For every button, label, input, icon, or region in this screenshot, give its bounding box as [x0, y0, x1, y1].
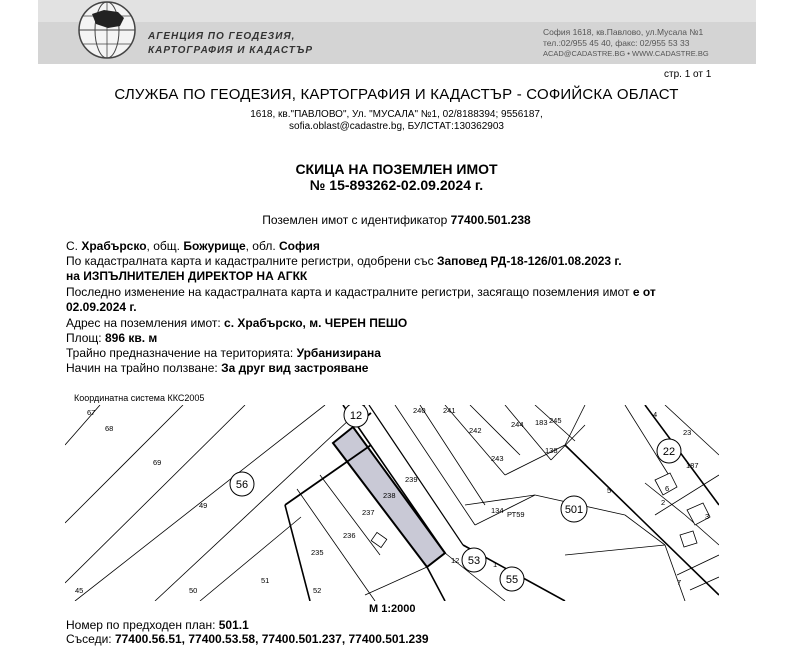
approval-text: По кадастралната карта и кадастралните регистри, одобрени със: [66, 254, 437, 268]
region: София: [279, 239, 320, 253]
parcel-label: 242: [469, 426, 482, 435]
parcel-label: 52: [313, 586, 322, 595]
area-value: 896 кв. м: [104, 331, 158, 345]
agency-web: ACAD@CADASTRE.BG • WWW.CADASTRE.BG: [543, 49, 709, 58]
last-change-text: Последно изменение на кадастралната карта и кадастралните регистри, засягащо поземления имот: [66, 285, 633, 299]
neighbors-line: [66, 632, 429, 646]
parcel-label: 2: [661, 498, 666, 507]
parcel-label: 235: [311, 548, 324, 557]
parcel-label: 237: [362, 508, 375, 517]
parcel-label: РТ59: [507, 510, 525, 519]
parcel-label: 23: [683, 428, 692, 437]
region-prefix: , обл.: [245, 239, 279, 253]
parcel-label: 6: [665, 484, 670, 493]
parcel-label: 241: [443, 406, 456, 415]
parcel-label: 45: [75, 586, 84, 595]
last-change-date: 02.09.2024 г.: [66, 300, 137, 314]
identifier-line: [0, 213, 793, 227]
parcel-label: 12: [451, 556, 460, 565]
address-value: с. Храбърско, м. ЧЕРЕН ПЕШО: [224, 316, 408, 330]
document-title: СКИЦА НА ПОЗЕМЛЕН ИМОТ: [295, 161, 498, 177]
identifier-label: Поземлен имот с идентификатор: [262, 213, 448, 227]
approval-line: [66, 254, 622, 268]
block-number: 501: [564, 504, 584, 516]
approval-issuer: на ИЗПЪЛНИТЕЛЕН ДИРЕКТОР НА АГКК: [66, 269, 308, 283]
last-change-suffix: е от: [632, 285, 656, 299]
block-number: 22: [662, 446, 676, 458]
address-label: Адрес на поземления имот:: [66, 316, 225, 330]
organization-address: 1618, кв."ПАВЛОВО", Ул. "МУСАЛА" №1, 02/8188394; 9556187,: [250, 109, 543, 120]
location-line: [66, 239, 320, 253]
usage-line: [66, 361, 368, 375]
organization-title: СЛУЖБА ПО ГЕОДЕЗИЯ, КАРТОГРАФИЯ И КАДАСТЪР - СОФИЙСКА ОБЛАСТ: [114, 86, 679, 103]
approval-order: Заповед РД-18-126/01.08.2023 г.: [436, 254, 622, 268]
parcel-label: 7: [677, 578, 682, 587]
purpose-line: [66, 346, 381, 360]
parcel-label: 4: [653, 410, 658, 419]
globe-logo-icon: [74, 0, 140, 64]
parcel-label: 243: [491, 454, 504, 463]
agency-name-line1: АГЕНЦИЯ ПО ГЕОДЕЗИЯ,: [148, 31, 296, 42]
municipality-prefix: , общ.: [146, 239, 184, 253]
municipality: Божурище: [183, 239, 246, 253]
parcel-label: 138: [545, 446, 558, 455]
parcel-label: 1: [493, 560, 498, 569]
parcel-label: 67: [87, 408, 96, 417]
agency-banner: [38, 0, 756, 64]
parcel-label: 134: [491, 506, 504, 515]
purpose-label: Трайно предназначение на територията:: [66, 346, 297, 360]
identifier-value: 77400.501.238: [450, 213, 531, 227]
document-number: № 15-893262-02.09.2024 г.: [309, 177, 484, 193]
page-number: стр. 1 от 1: [664, 69, 712, 80]
parcel-label: 69: [153, 458, 162, 467]
parcel-label: 50: [189, 586, 198, 595]
cadastral-map: [65, 405, 719, 601]
parcel-label: 3: [705, 512, 710, 521]
purpose-value: Урбанизирана: [296, 346, 381, 360]
coordinate-system: Координатна система ККС2005: [74, 393, 205, 403]
parcel-label: 244: [511, 420, 524, 429]
block-number: 56: [235, 479, 249, 491]
area-label: Площ:: [66, 331, 105, 345]
agency-address: София 1618, кв.Павлово, ул.Мусала №1: [543, 27, 704, 37]
block-number: 55: [505, 574, 519, 586]
parcel-label: 5: [607, 486, 612, 495]
usage-label: Начин на трайно ползване:: [66, 361, 222, 375]
parcel-label: 187: [686, 461, 699, 470]
settlement-prefix: С.: [66, 239, 82, 253]
neighbors-label: Съседи:: [66, 632, 115, 646]
block-number: 53: [467, 555, 481, 567]
parcel-label: 236: [343, 531, 356, 540]
agency-phone: тел.:02/955 45 40, факс: 02/955 53 33: [543, 38, 690, 48]
settlement: Храбърско: [81, 239, 147, 253]
neighbors-value: 77400.56.51, 77400.53.58, 77400.501.237, 77400.501.239: [114, 632, 429, 646]
map-scale: М 1:2000: [369, 603, 416, 615]
previous-plan-label: Номер по предходен план:: [66, 618, 219, 632]
area-line: [66, 331, 157, 345]
parcel-label: 49: [199, 501, 208, 510]
usage-value: За друг вид застрояване: [221, 361, 369, 375]
organization-contact: sofia.oblast@cadastre.bg, БУЛСТАТ:130362903: [289, 121, 504, 132]
previous-plan-line: [66, 618, 249, 632]
parcel-label: 240: [413, 406, 426, 415]
agency-name-line2: КАРТОГРАФИЯ И КАДАСТЪР: [148, 45, 314, 56]
parcel-label: 238: [383, 491, 396, 500]
parcel-label: 68: [105, 424, 114, 433]
parcel-label: 245: [549, 416, 562, 425]
address-line: [66, 316, 407, 330]
block-number: 12: [349, 410, 363, 422]
parcel-label: 183: [535, 418, 548, 427]
previous-plan-value: 501.1: [218, 618, 249, 632]
parcel-label: 51: [261, 576, 270, 585]
parcel-label: 239: [405, 475, 418, 484]
last-change-line: [66, 285, 656, 299]
